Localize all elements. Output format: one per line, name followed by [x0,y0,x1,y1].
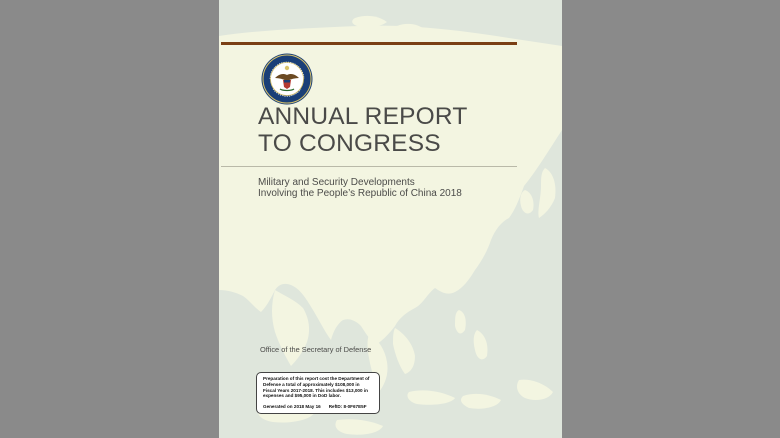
report-subtitle-line-2: Involving the People’s Republic of China 2018 [258,188,462,199]
generated-date: Generated on 2018 May 16 [263,404,321,410]
cost-note-line-3: Fiscal Years 2017-2018. This includes $13,000 in [263,387,368,393]
cost-note-line-4: expenses and $95,000 in DoD labor. [263,393,341,399]
report-title-line-1: ANNUAL REPORT [258,103,468,130]
top-rule [221,42,517,45]
report-cost-box [256,372,380,414]
report-subtitle-line-1: Military and Security Developments [258,177,415,188]
title-divider [221,166,517,167]
report-title-line-2: TO CONGRESS [258,130,441,157]
cost-box-footer [263,404,376,410]
reference-id: RefID: 8-0F67E5F [328,404,367,410]
issuing-office: Office of the Secretary of Defense [260,345,372,354]
report-subtitle [258,177,518,199]
report-title [258,103,518,157]
department-of-defense-seal-icon [261,53,313,105]
cost-note-line-2: Defense a total of approximately $108,000 in [263,381,360,387]
cost-note-line-1: Preparation of this report cost the Department of [263,376,370,381]
cost-note [263,376,376,399]
report-cover-page [219,0,562,438]
